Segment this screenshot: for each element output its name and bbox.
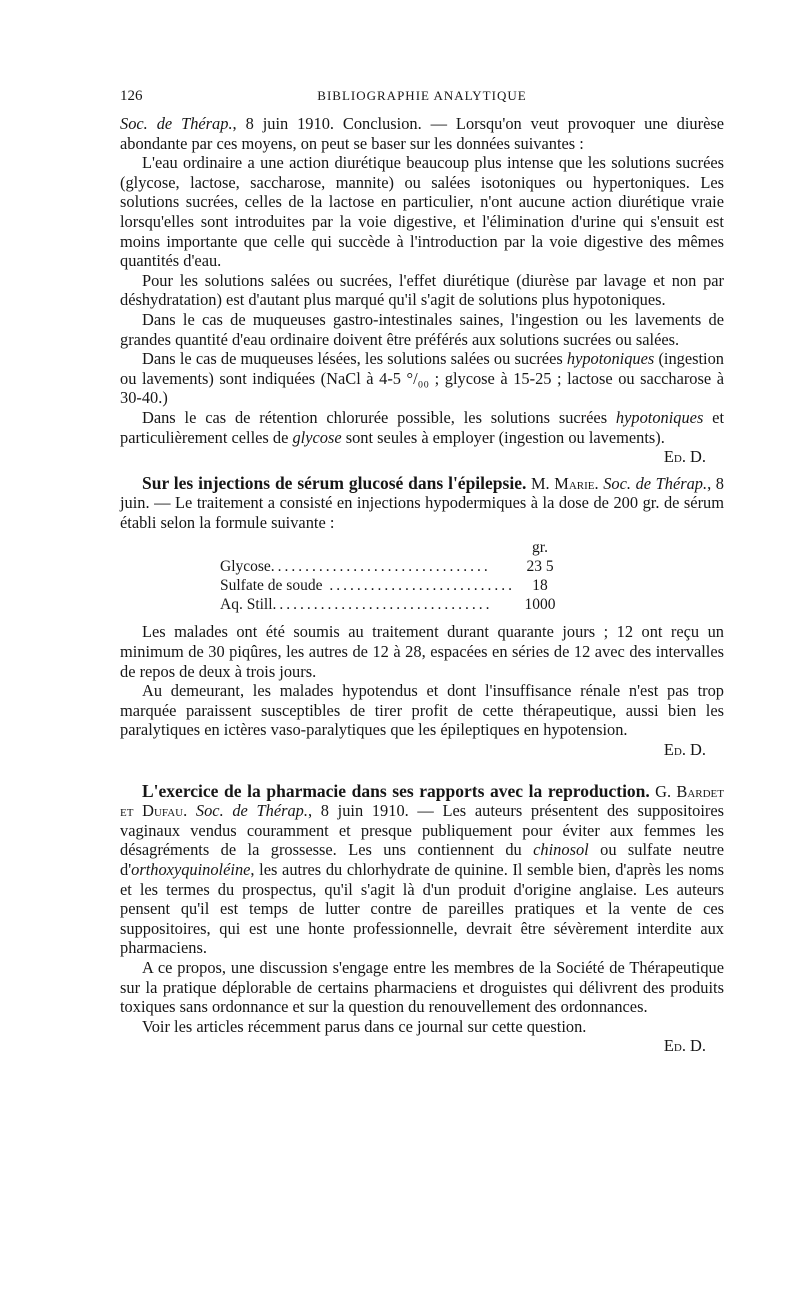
- unit-label: gr.: [532, 539, 548, 557]
- article-serum-glucose: [120, 474, 724, 760]
- ingredient-name: Glycose: [220, 558, 271, 576]
- ingredient-qty: 1000: [524, 596, 556, 614]
- paragraph: Dans le cas de muqueuses lésées, les solutions salées ou sucrées hypotoniques (ingestion ou lavements) sont indiquées (NaCl à 4-5 °/₀₀ ; glycose à 15-25 ; lactose ou saccharose à 30-40.): [120, 349, 724, 408]
- paragraph: Voir les articles récemment parus dans ce journal sur cette question.: [142, 1016, 587, 1036]
- article-pharmacie: [120, 782, 724, 1056]
- page-number: 126: [120, 88, 143, 104]
- source-citation: Soc. de Thérap.: [120, 114, 233, 133]
- signature: Ed. D.: [663, 740, 706, 760]
- signature: Ed. D.: [663, 1036, 706, 1056]
- paragraph: Au demeurant, les malades hypotendus et dont l'insuffisance rénale n'est pas trop marquée paraissent susceptibles de tirer profit de cette thérapeutique, aussi bien les paralytiques en ictères vaso-paralytiques que les épileptiques en hypotension.: [120, 681, 724, 740]
- author: M. Marie.: [530, 473, 599, 493]
- signature: Ed. D.: [663, 447, 706, 467]
- ingredient-qty: 18: [532, 577, 548, 595]
- ingredient-name: Sulfate de soude: [220, 577, 323, 595]
- page-body: [120, 114, 724, 1056]
- article-diurese: [120, 114, 724, 467]
- paragraph: Pour les solutions salées ou sucrées, l'effet diurétique (diurèse par lavage et non par déshydratation) est d'autant plus marqué qu'il s'agit de solutions plus hypotoniques.: [120, 270, 724, 310]
- paragraph: Dans le cas de rétention chlorurée possible, les solutions sucrées hypotoniques et particulièrement celles de glycose sont seules à employer (ingestion ou lavements).: [120, 407, 724, 447]
- article-title: Sur les injections de sérum glucosé dans l'épilepsie.: [142, 472, 527, 493]
- page-header: [120, 88, 724, 114]
- paragraph: Soc. de Thérap., 8 juin 1910. Conclusion. — Lorsqu'on veut provoquer une diurèse abondante par ces moyens, on peut se baser sur les données suivantes :: [120, 114, 724, 153]
- source-citation: Soc. de Thérap.: [195, 801, 308, 821]
- paragraph: A ce propos, une discussion s'engage entre les membres de la Société de Thérapeutique sur la pratique déplorable de certains pharmaciens et droguistes qui délivrent des produits toxiques sans ordonnance et sur la question du renouvellement des ordonnances.: [120, 957, 724, 1017]
- article-title: L'exercice de la pharmacie dans ses rapports avec la reproduction.: [142, 780, 650, 801]
- paragraph: Les malades ont été soumis au traitement durant quarante jours ; 12 ont reçu un minimum de 30 piqûres, les autres de 12 à 28, espacées en séries de 12 avec des intervalles de repos de deux à trois jours.: [120, 622, 724, 681]
- table-header-row: [220, 538, 560, 557]
- table-row: Glycose................................ 23 5: [220, 557, 560, 576]
- ingredient-name: Aq. Still: [220, 596, 273, 614]
- table-row: Sulfate de soude ........................... 18: [220, 576, 560, 595]
- source-citation: Soc. de Thérap.: [603, 473, 708, 493]
- ingredient-qty: 23 5: [526, 558, 554, 576]
- paragraph: L'eau ordinaire a une action diurétique beaucoup plus intense que les solutions sucrées (glycose, lactose, saccharose, mannite) ou salées isotoniques ou hypertoniques. Les solutions sucrées, celles de la lactose en particulier, n'ont aucune action diurétique vraie lorsqu'elles sont introduites par la voie digestive, et l'élimination d'urine qui s'ensuit est moins importante que celle qui succède à l'introduction par la voie digestive des mêmes quantités d'eau.: [120, 153, 724, 271]
- paragraph: Sur les injections de sérum glucosé dans l'épilepsie. M. Marie. Soc. de Thérap., 8 juin. — Le traitement a consisté en injections hypodermiques à la dose de 200 gr. de sérum établi selon la formule suivante :: [120, 472, 725, 532]
- author: G. Bardet et Dufau.: [120, 781, 724, 821]
- formula-table: [220, 538, 560, 614]
- running-title: BIBLIOGRAPHIE ANALYTIQUE: [317, 88, 527, 103]
- paragraph: Dans le cas de muqueuses gastro-intestinales saines, l'ingestion ou les lavements de grandes quantité d'eau ordinaire doivent être préférés aux solutions sucrées ou salées.: [120, 309, 724, 349]
- table-row: Aq. Still................................ 1000: [220, 595, 560, 614]
- paragraph: L'exercice de la pharmacie dans ses rapports avec la reproduction. G. Bardet et Dufau. Soc. de Thérap., 8 juin 1910. — Les auteurs présentent des suppositoires vaginaux vendus couramment et presque publiquement pour éviter aux femmes les désagréments de la grossesse. Les uns contiennent du chinosol ou sulfate neutre d'orthoxyquinoléine, les autres du chlorhydrate de quinine. Il semble bien, d'après les noms et les termes du prospectus, qu'il s'agit là d'un produit d'origine anglaise. Les auteurs pensent qu'il est temps de lutter contre de pareilles pratiques et la vente de ces suppositoires, qui est une honte professionnelle, devrait être sévèrement interdite aux pharmaciens.: [120, 780, 724, 958]
